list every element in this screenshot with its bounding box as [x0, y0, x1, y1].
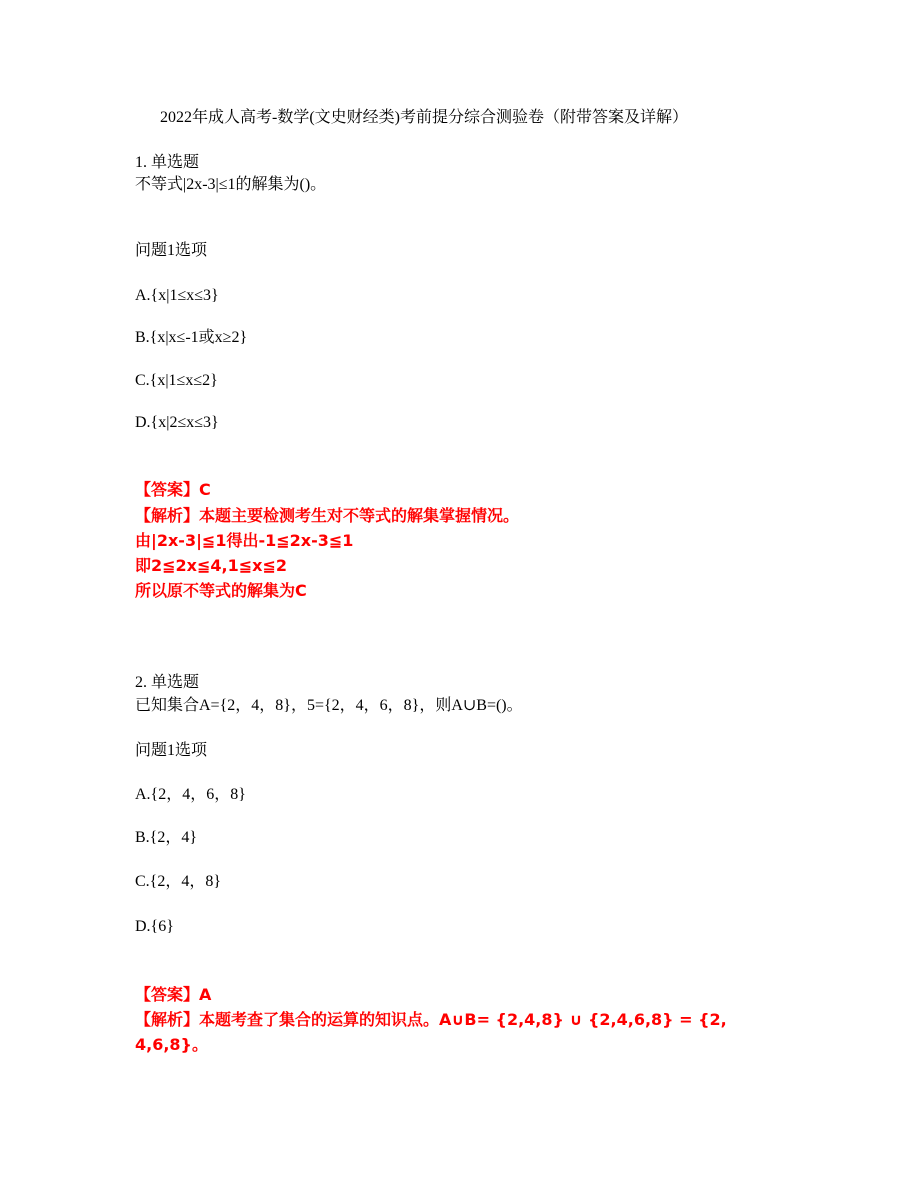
q2-option-a: A.{2，4，6，8} — [135, 786, 246, 803]
q1-analysis-line-1: 【解析】本题主要检测考生对不等式的解集掌握情况。 — [135, 506, 520, 525]
q1-option-c: C.{x|1≤x≤2} — [135, 372, 218, 389]
q2-stem: 已知集合A={2，4，8}，5={2，4，6，8}，则A∪B=()。 — [135, 697, 523, 714]
q2-option-d: D.{6} — [135, 918, 174, 935]
q2-header: 2. 单选题 — [135, 674, 200, 691]
q1-option-b: B.{x|x≤-1或x≥2} — [135, 329, 248, 346]
q1-header: 1. 单选题 — [135, 154, 200, 171]
q2-analysis-line-2: 4,6,8}。 — [135, 1035, 208, 1054]
q1-analysis-line-2: 由|2x-3|≦1得出-1≦2x-3≦1 — [135, 531, 354, 550]
q1-answer: 【答案】C — [135, 480, 211, 499]
q2-option-b: B.{2，4} — [135, 829, 198, 846]
page-title: 2022年成人高考-数学(文史财经类)考前提分综合测验卷（附带答案及详解） — [160, 109, 688, 126]
q2-option-c: C.{2，4，8} — [135, 873, 222, 890]
q2-answer: 【答案】A — [135, 985, 212, 1004]
q1-options-label: 问题1选项 — [135, 242, 208, 259]
q1-stem: 不等式|2x-3|≤1的解集为()。 — [135, 176, 327, 193]
q1-option-a: A.{x|1≤x≤3} — [135, 287, 219, 304]
q2-analysis-line-1: 【解析】本题考查了集合的运算的知识点。A∪B= {2,4,8} ∪ {2,4,6,8} = {2, — [135, 1010, 727, 1029]
q2-options-label: 问题1选项 — [135, 742, 208, 759]
q1-analysis-line-4: 所以原不等式的解集为C — [135, 581, 307, 600]
q1-option-d: D.{x|2≤x≤3} — [135, 414, 219, 431]
q1-analysis-line-3: 即2≦2x≦4,1≦x≦2 — [135, 556, 288, 575]
